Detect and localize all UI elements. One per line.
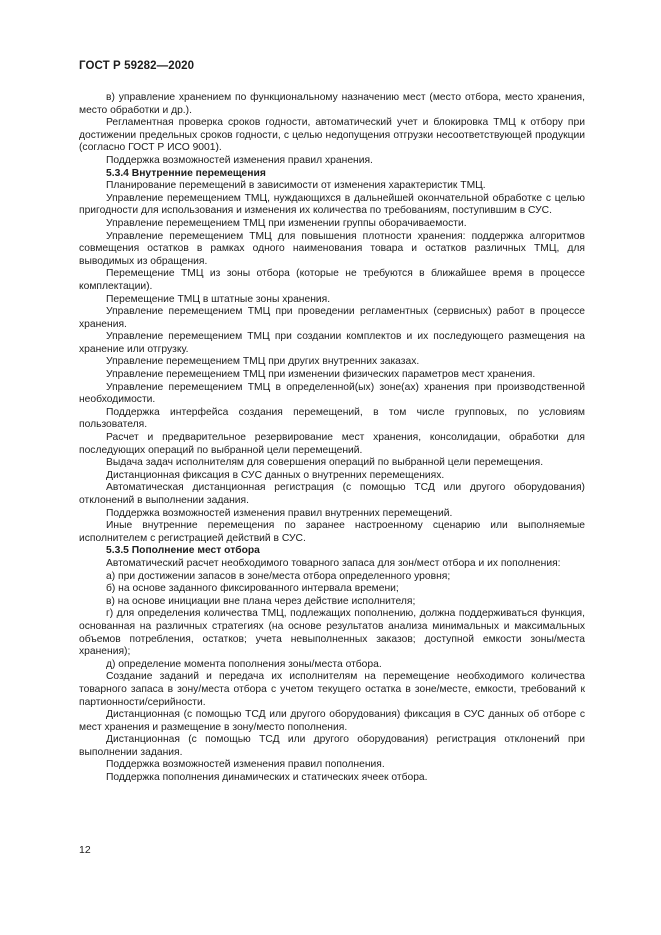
list-item: б) на основе заданного фиксированного интервала времени; bbox=[106, 583, 399, 595]
paragraph: Поддержка возможностей изменения правил внутренних перемещений. bbox=[106, 507, 453, 519]
paragraph: Иные внутренние перемещения по заранее настроенному сценарию или выполняемые исполнителем с регистрацией действий в СУС. bbox=[79, 520, 585, 544]
list-item: г) для определения количества ТМЦ, подлежащих пополнению, должна поддерживаться функция, основанная на различных стратегиях (на основе результатов анализа минимальных и максимальных объемов потребления, остатков; учета невыполненных заказов; доступной емкости зоны/места хранения); bbox=[79, 608, 585, 658]
list-item: в) на основе инициации вне плана через действие исполнителя; bbox=[106, 595, 416, 607]
paragraph: Выдача задач исполнителям для совершения операций по выбранной цели перемещения. bbox=[106, 457, 544, 469]
paragraph: Регламентная проверка сроков годности, автоматический учет и блокировка ТМЦ к отбору при достижении предельных сроков годности, с целью недопущения отгрузки несоответствующей продукции (согласно ГОСТ Р ИСО 9001). bbox=[79, 117, 585, 154]
paragraph: Поддержка пополнения динамических и статических ячеек отбора. bbox=[106, 772, 428, 784]
paragraph: Поддержка возможностей изменения правил пополнения. bbox=[106, 759, 385, 771]
paragraph: Автоматическая дистанционная регистрация (с помощью ТСД или другого оборудования) отклонений в выполнении задания. bbox=[79, 482, 585, 506]
paragraph: в) управление хранением по функциональному назначению мест (место отбора, место хранения, место обработки и др.). bbox=[79, 92, 585, 116]
paragraph: Управление перемещением ТМЦ при проведении регламентных (сервисных) работ в процессе хранения. bbox=[79, 306, 585, 330]
section-heading-5-3-4: 5.3.4 Внутренние перемещения bbox=[106, 167, 266, 179]
paragraph: Дистанционная (с помощью ТСД или другого оборудования) регистрация отклонений при выполнении задания. bbox=[79, 734, 585, 758]
paragraph: Управление перемещением ТМЦ при создании комплектов и их последующего размещения на хранение или отгрузку. bbox=[79, 331, 585, 355]
page-header-standard-number: ГОСТ Р 59282—2020 bbox=[79, 60, 195, 72]
paragraph: Управление перемещением ТМЦ при других внутренних заказах. bbox=[106, 356, 420, 368]
list-item: а) при достижении запасов в зоне/места отбора определенного уровня; bbox=[106, 570, 451, 582]
paragraph: Создание заданий и передача их исполнителям на перемещение необходимого количества товарного запаса в зону/места отбора с учетом текущего остатка в зоне/месте, емкости, требований к партионности/серийности. bbox=[79, 671, 585, 708]
paragraph: Управление перемещением ТМЦ в определенной(ых) зоне(ах) хранения при производственной необходимости. bbox=[79, 381, 585, 406]
paragraph: Управление перемещением ТМЦ, нуждающихся в дальнейшей окончательной обработке с целью пригодности для использования и изменения их количества по требованиям, поступившим в СУС. bbox=[79, 192, 585, 217]
list-item: д) определение момента пополнения зоны/места отбора. bbox=[106, 658, 382, 670]
paragraph: Поддержка интерфейса создания перемещений, в том числе групповых, по условиям пользователя. bbox=[79, 406, 585, 431]
section-heading-5-3-5: 5.3.5 Пополнение мест отбора bbox=[106, 545, 260, 557]
paragraph: Управление перемещением ТМЦ для повышения плотности хранения: поддержка алгоритмов совмещения остатков в рамках одного наименования товара и остатков различных ТМЦ, для выводимых из обращения. bbox=[79, 230, 585, 267]
paragraph: Управление перемещением ТМЦ при изменении группы оборачиваемости. bbox=[106, 217, 467, 229]
paragraph: Перемещение ТМЦ из зоны отбора (которые не требуются в ближайшее время в процессе комплектации). bbox=[79, 268, 585, 292]
paragraph: Дистанционная (с помощью ТСД или другого оборудования) фиксация в СУС данных об отборе с мест хранения и размещение в зону/место пополнения. bbox=[79, 709, 585, 733]
paragraph: Расчет и предварительное резервирование мест хранения, консолидации, обработки для последующих операций по выбранной цели перемещений. bbox=[79, 432, 585, 456]
paragraph: Автоматический расчет необходимого товарного запаса для зон/мест отбора и их пополнения: bbox=[106, 557, 561, 569]
document-body bbox=[79, 92, 585, 785]
paragraph: Управление перемещением ТМЦ при изменении физических параметров мест хранения. bbox=[106, 369, 536, 381]
paragraph: Перемещение ТМЦ в штатные зоны хранения. bbox=[106, 293, 331, 305]
paragraph: Дистанционная фиксация в СУС данных о внутренних перемещениях. bbox=[106, 469, 445, 481]
paragraph: Поддержка возможностей изменения правил хранения. bbox=[106, 154, 373, 166]
paragraph: Планирование перемещений в зависимости от изменения характеристик ТМЦ. bbox=[106, 180, 486, 192]
page-number: 12 bbox=[79, 844, 91, 856]
